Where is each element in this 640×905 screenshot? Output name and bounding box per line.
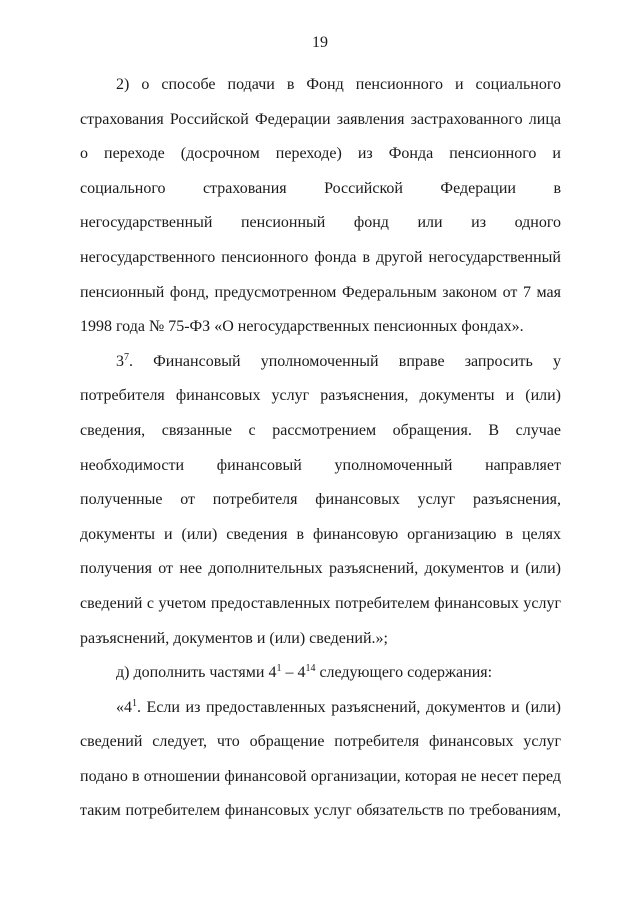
- part-number-superscript: 1: [276, 663, 282, 675]
- part-number-superscript: 14: [305, 663, 316, 675]
- paragraph-text: . Если из предоставленных разъяснений, документов и (или) сведений следует, что обращение потребителя финансовых услуг подано в отношении финансовой организации, которая не несет перед таким потребителем финансовых услуг обязательств по требованиям,: [80, 698, 561, 820]
- paragraph-part-3-7: [80, 345, 561, 656]
- paragraph-text: следующего содержания:: [315, 664, 493, 682]
- paragraph-text: 2) о способе подачи в Фонд пенсионного и социального страхования Российской Федерации заявления застрахованного лица о переходе (досрочном переходе) из Фонда пенсионного и социального страхования Российской Федерации в негосударственный пенсионный фонд или из одного негосударственного пенсионного фонда в другой негосударственный пенсионный фонд, предусмотренном Федеральным законом от 7 мая 1998 года № 75-ФЗ «О негосударственных пенсионных фондах».: [80, 76, 561, 336]
- part-number: 3: [116, 352, 124, 370]
- paragraph-item-2: [80, 68, 561, 345]
- paragraph-text: д) дополнить частями 4: [116, 664, 277, 682]
- part-number: «4: [116, 698, 132, 716]
- part-number-superscript: 7: [124, 351, 129, 363]
- paragraph-text: – 4: [281, 664, 306, 682]
- part-number-superscript: 1: [132, 697, 137, 709]
- paragraph-item-d: [80, 656, 561, 691]
- document-body: [80, 68, 561, 829]
- page-number: 19: [312, 34, 328, 51]
- paragraph-part-4-1: [80, 691, 561, 829]
- paragraph-text: . Финансовый уполномоченный вправе запросить у потребителя финансовых услуг разъяснения, документы и (или) сведения, связанные с рассмотрением обращения. В случае необходимости финансовый уполномоченный направляет полученные от потребителя финансовых услуг разъяснения, документы и (или) сведения в финансовую организацию в целях получения от нее дополнительных разъяснений, документов и (или) сведений с учетом предоставленных потребителем финансовых услуг разъяснений, документов и (или) сведений.»;: [80, 352, 561, 647]
